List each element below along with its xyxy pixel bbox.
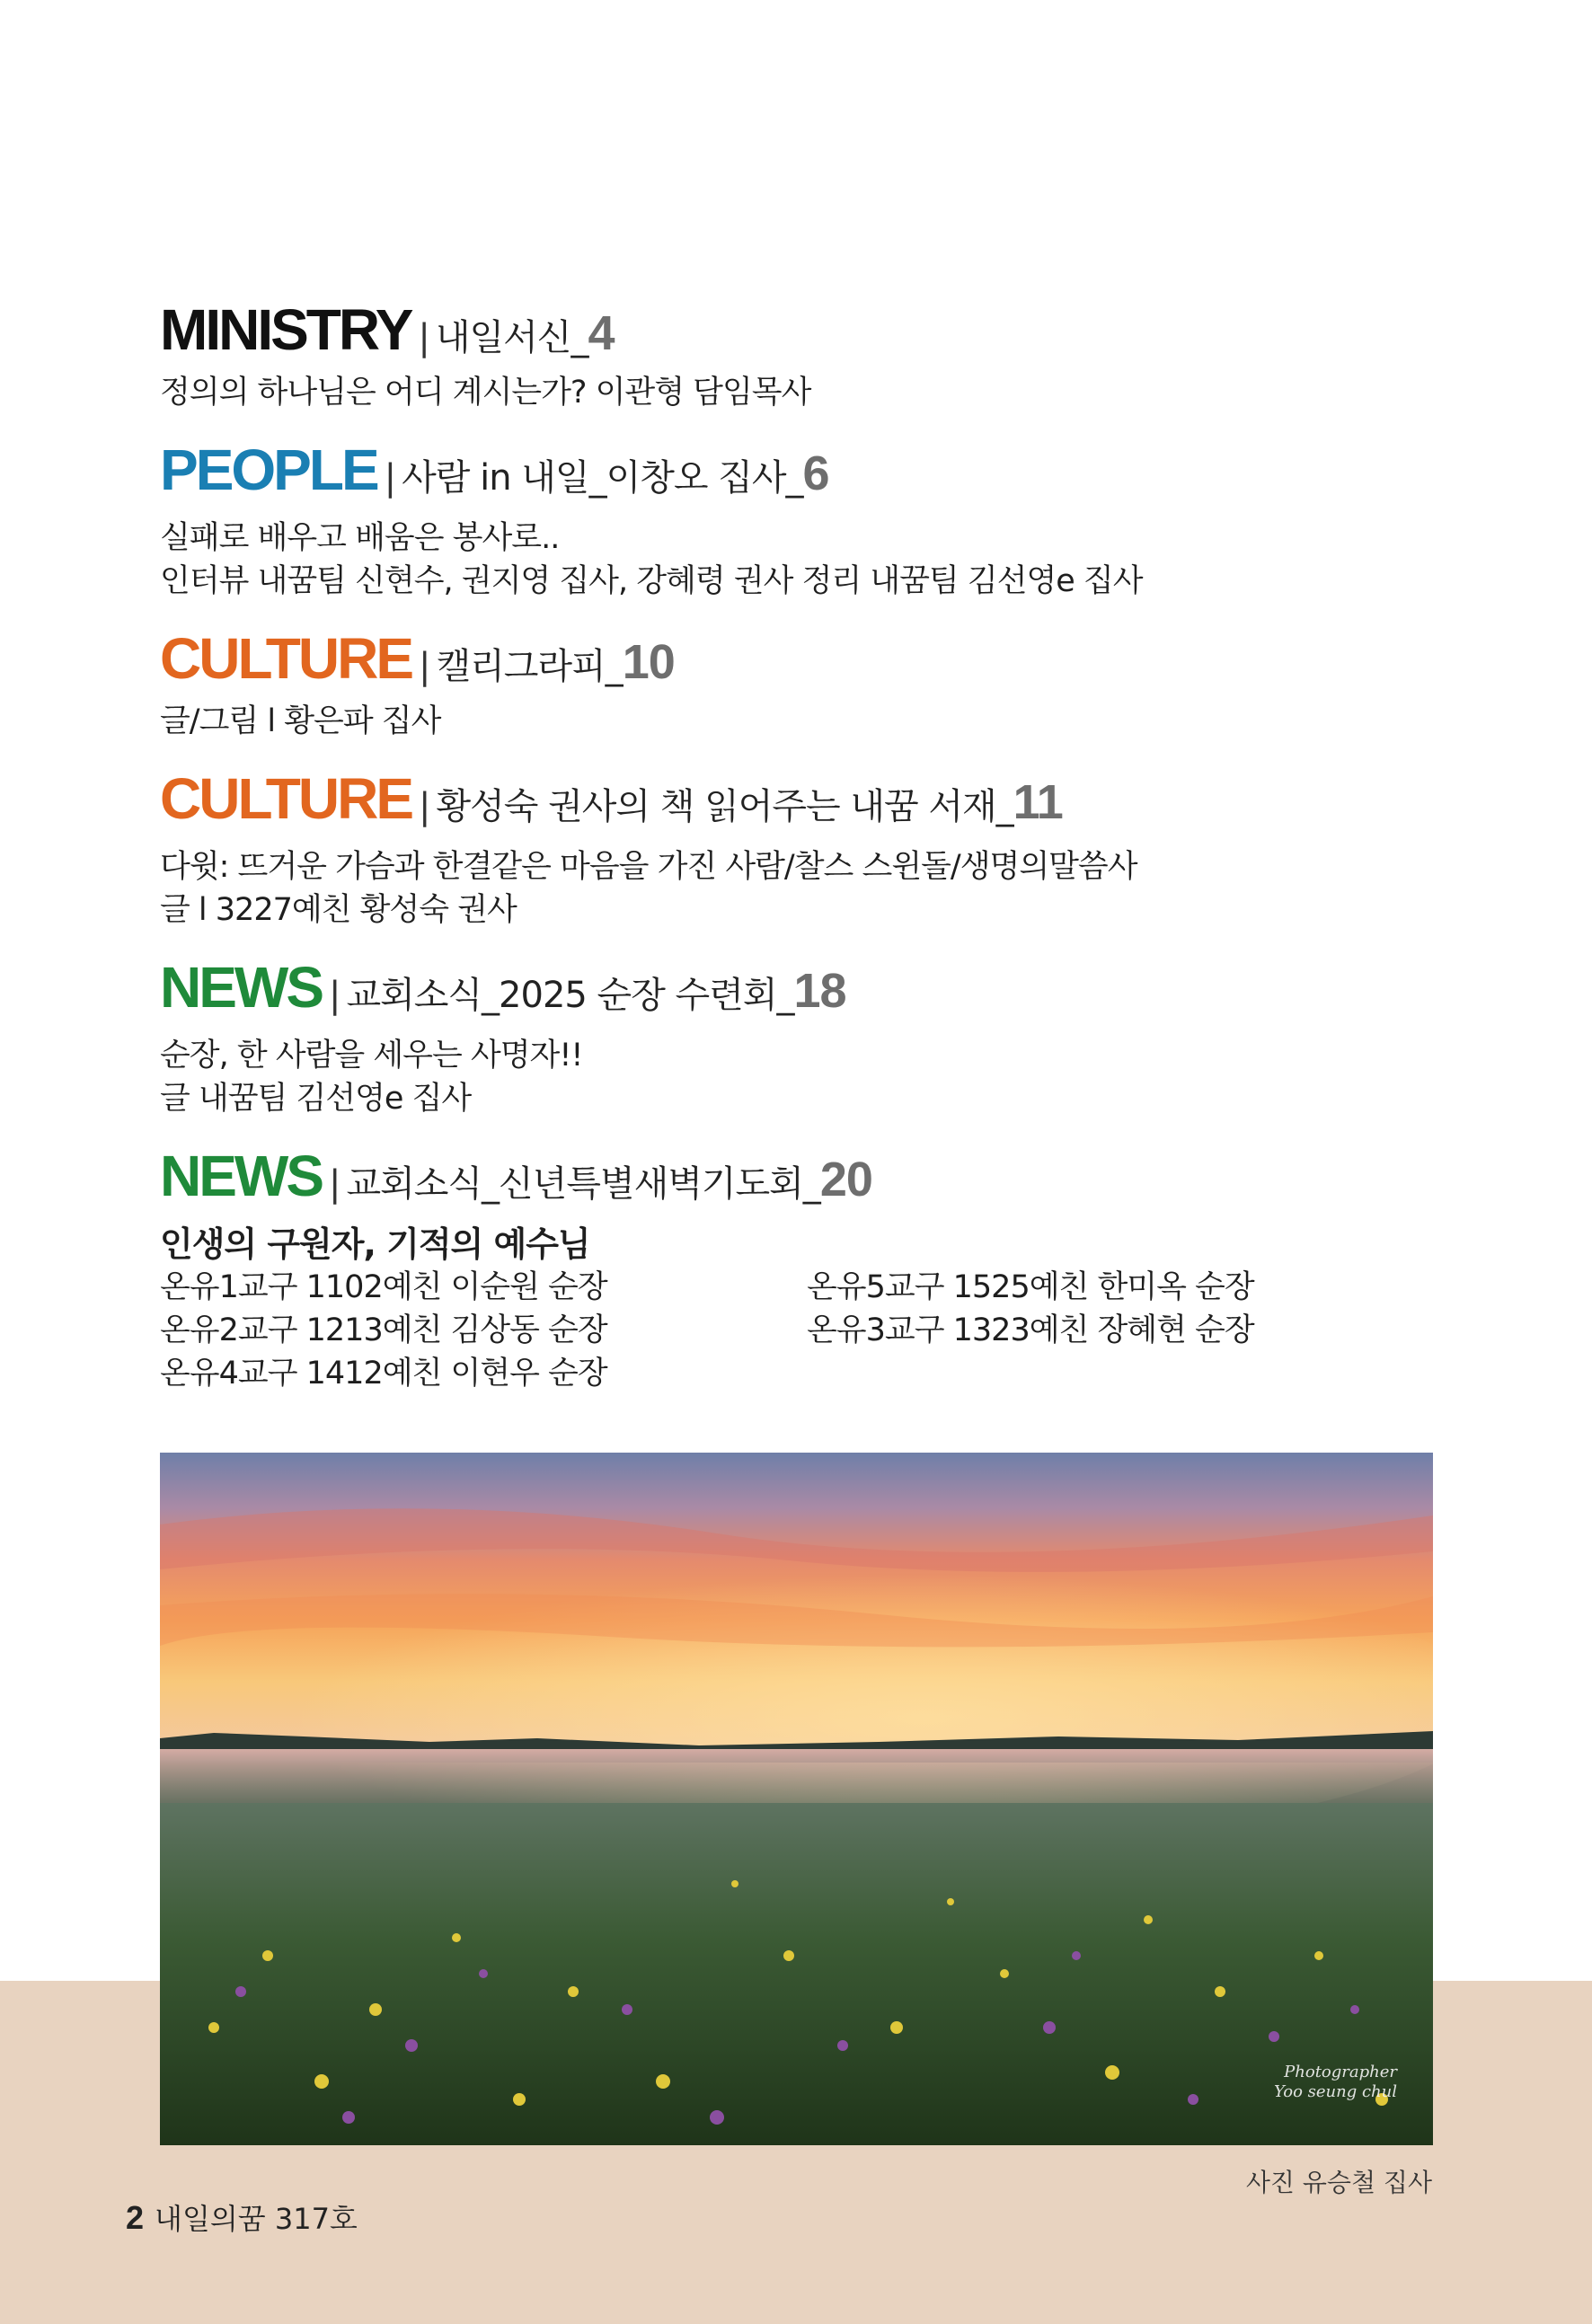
category-label: CULTURE (160, 626, 411, 691)
category-label: NEWS (160, 1144, 322, 1208)
separator: | (418, 317, 430, 358)
page-number: 20 (819, 1153, 872, 1206)
publication-name: 내일의꿈 317호 (155, 2202, 358, 2236)
photo-credit: 사진 유승철 집사 (1245, 2168, 1432, 2197)
sunset-meadow-image (160, 1453, 1433, 2145)
contributor-columns (160, 1266, 1436, 1395)
table-of-contents (160, 297, 1436, 1395)
entry-line: 정의의 하나님은 어디 계시는가? 이관형 담임목사 (160, 375, 811, 411)
separator: | (419, 646, 431, 687)
topic-label: 교회소식_2025 순장 수련회_ (346, 975, 794, 1016)
signature-line: Yoo seung chul (1273, 2082, 1397, 2101)
toc-entry-culture-calligraphy (160, 626, 1436, 743)
topic-label: 내일서신_ (435, 317, 588, 358)
contributor-line: 온유1교구 1102예친 이순원 순장 (160, 1269, 607, 1305)
page-number: 11 (1013, 775, 1063, 829)
entry-line: 다윗: 뜨거운 가슴과 한결같은 마음을 가진 사람/찰스 스윈돌/생명의말씀사 (160, 849, 1137, 885)
separator: | (419, 786, 431, 827)
entry-line: 순장, 한 사람을 세우는 사명자!! (160, 1038, 583, 1074)
entry-line: 글 내꿈팀 김선영e 집사 (160, 1081, 472, 1117)
category-label: CULTURE (160, 766, 411, 831)
toc-entry-ministry (160, 297, 1436, 414)
page-number: 18 (793, 964, 846, 1018)
photographer-signature (1274, 2063, 1397, 2102)
toc-entry-culture-books (160, 766, 1436, 932)
toc-entry-news-prayer (160, 1144, 1436, 1395)
page-number: 10 (622, 635, 675, 689)
topic-label: 황성숙 권사의 책 읽어주는 내꿈 서재_ (436, 786, 1013, 827)
separator: | (384, 457, 397, 499)
contributor-line: 온유4교구 1412예친 이현우 순장 (160, 1356, 607, 1392)
toc-entry-people (160, 437, 1436, 603)
separator: | (329, 1163, 341, 1205)
topic-label: 캘리그라피_ (436, 646, 623, 687)
contributor-line: 온유3교구 1323예친 장혜현 순장 (807, 1312, 1254, 1348)
contributor-line: 온유5교구 1525예친 한미옥 순장 (807, 1269, 1254, 1305)
entry-line: 실패로 배우고 배움은 봉사로.. (160, 520, 560, 556)
entry-line: 글 l 3227예친 황성숙 권사 (160, 892, 517, 928)
page-number: 6 (802, 446, 829, 500)
page-footer (126, 2196, 358, 2238)
separator: | (329, 975, 341, 1016)
entry-subtitle: 인생의 구원자, 기적의 예수님 (160, 1224, 590, 1264)
page-number: 4 (588, 306, 615, 360)
landscape-photo (160, 1453, 1433, 2145)
topic-label: 교회소식_신년특별새벽기도회_ (346, 1163, 820, 1205)
category-label: PEOPLE (160, 437, 377, 502)
entry-line: 글/그림 l 황은파 집사 (160, 703, 441, 739)
contributor-line: 온유2교구 1213예친 김상동 순장 (160, 1312, 607, 1348)
toc-entry-news-retreat (160, 955, 1436, 1120)
category-label: NEWS (160, 955, 322, 1020)
category-label: MINISTRY (160, 297, 411, 362)
topic-label: 사람 in 내일_이창오 집사_ (402, 457, 803, 499)
entry-line: 인터뷰 내꿈팀 신현수, 권지영 집사, 강혜령 권사 정리 내꿈팀 김선영e 집사 (160, 563, 1143, 599)
footer-page-number: 2 (126, 2199, 145, 2236)
signature-line: Photographer (1284, 2063, 1397, 2081)
